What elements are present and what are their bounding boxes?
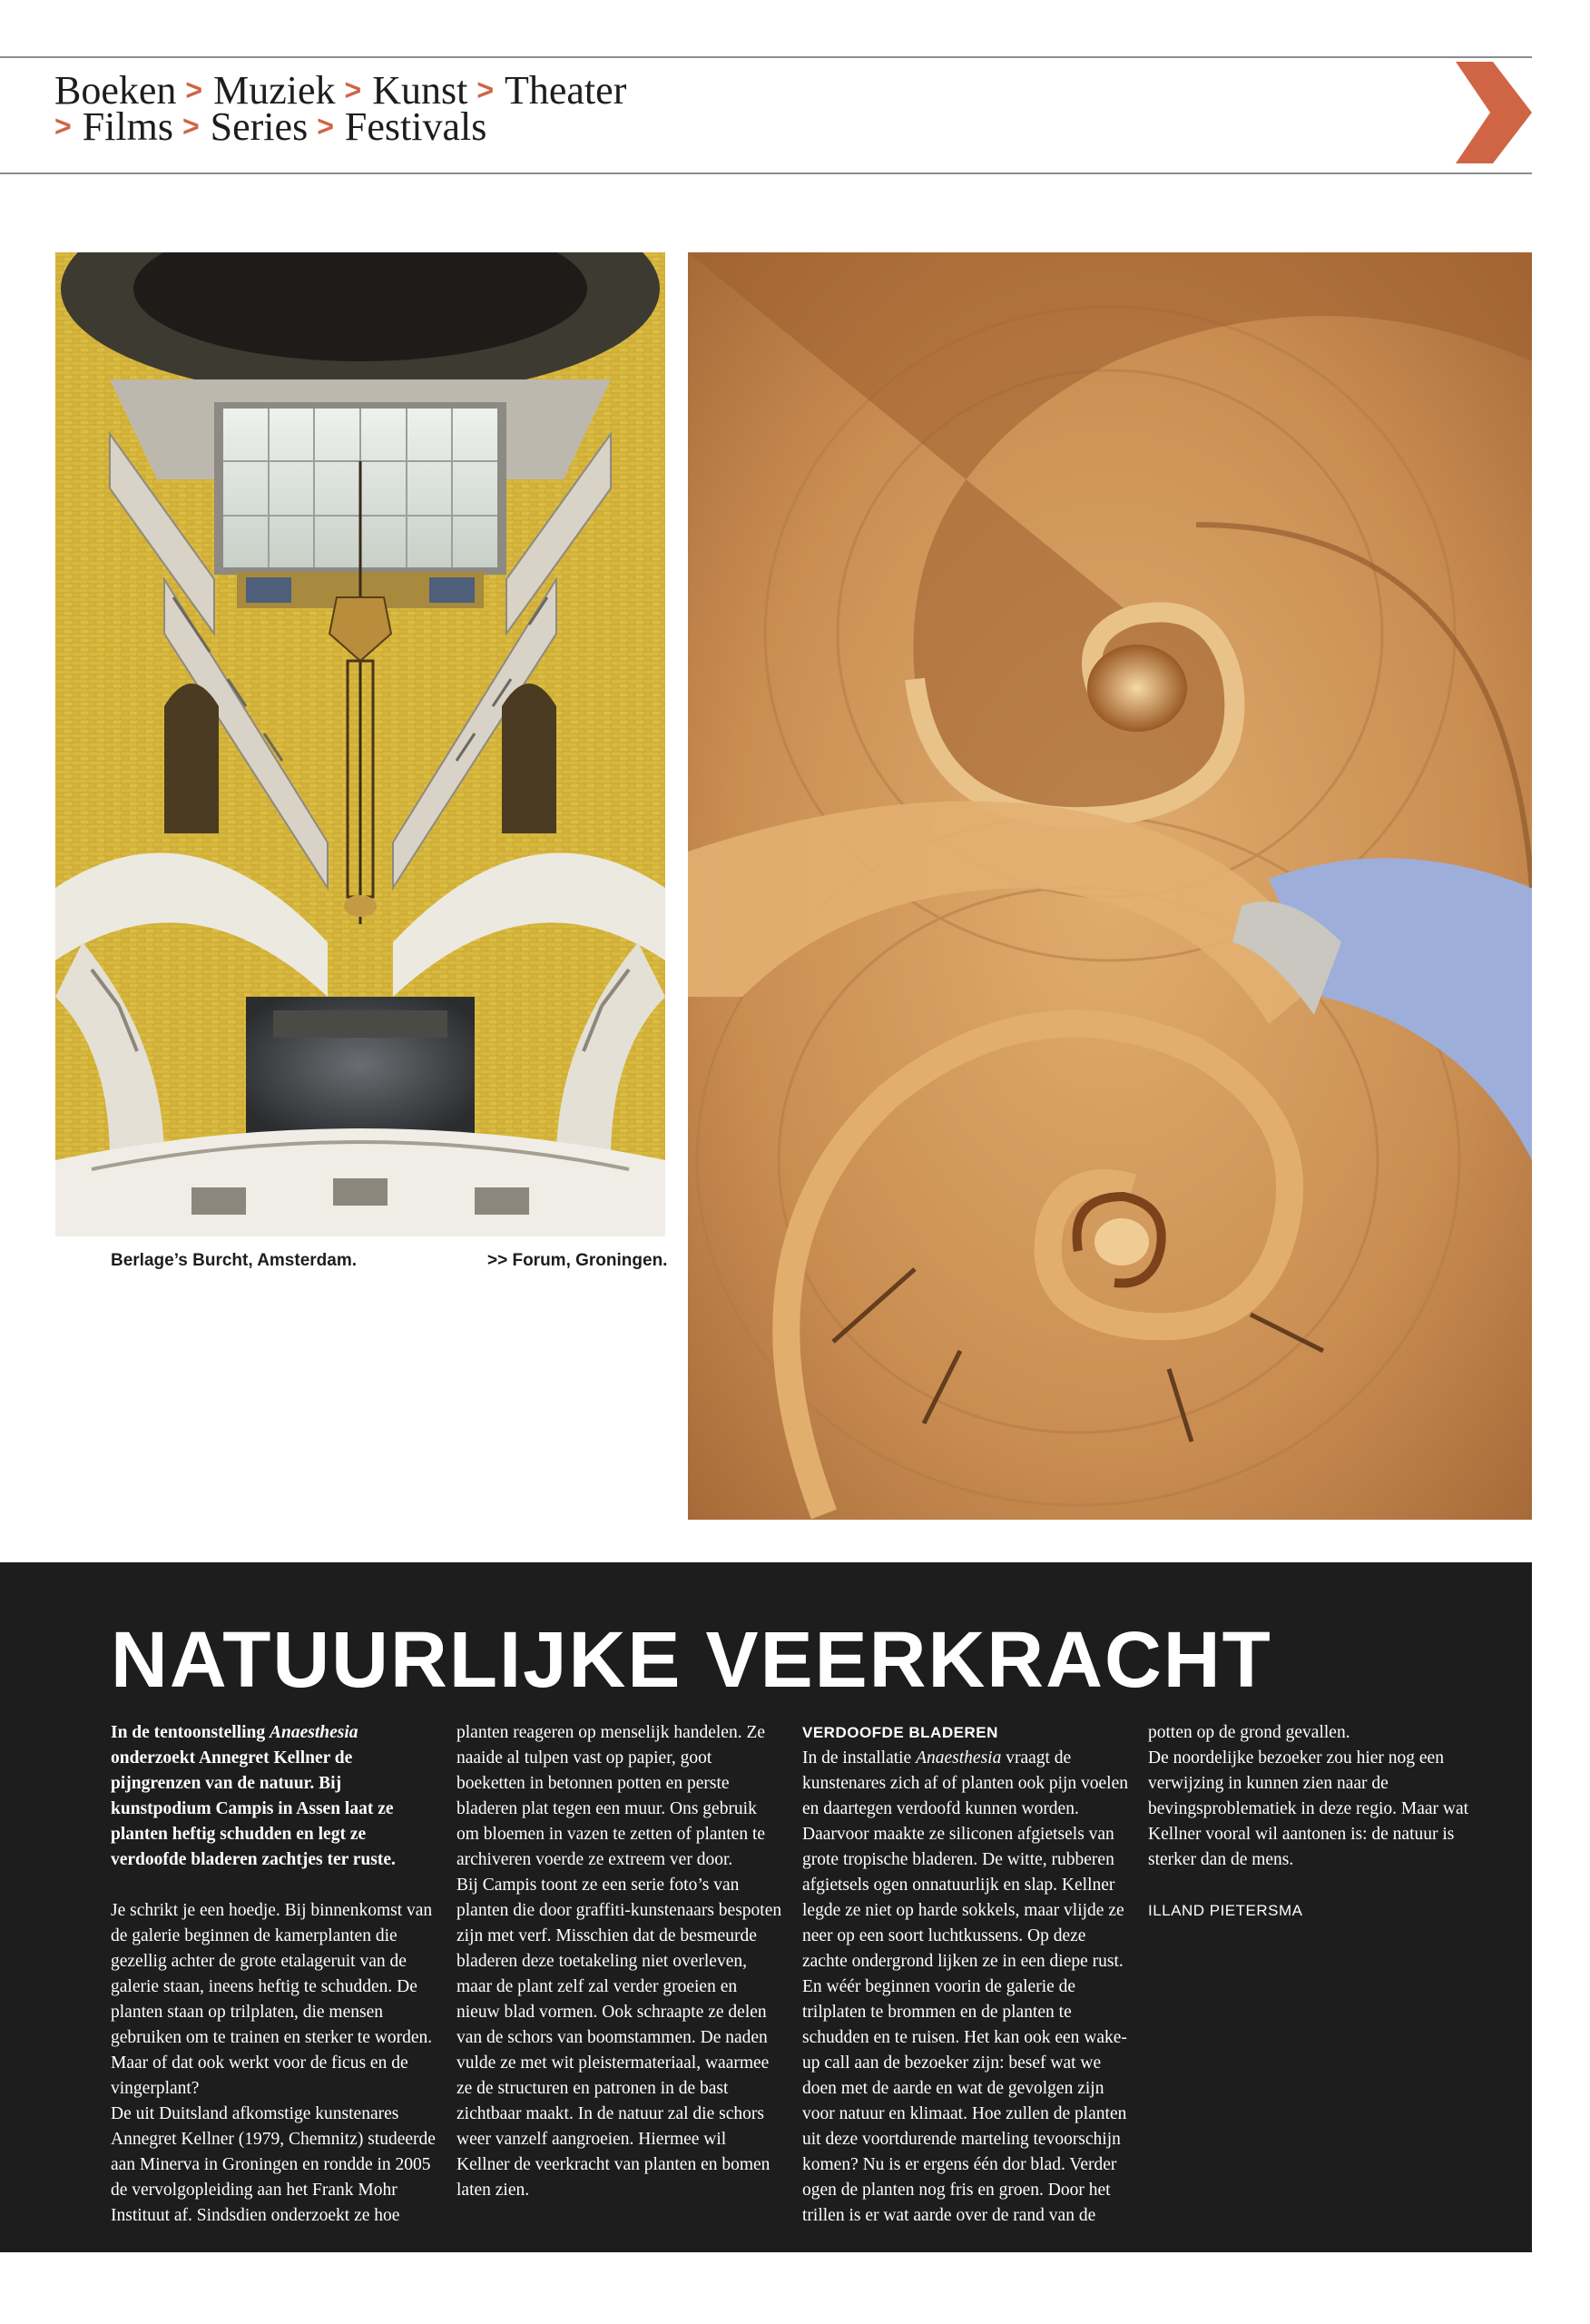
subhead: VERDOOFDE BLADEREN — [802, 1724, 998, 1741]
photo-forum-groningen — [688, 252, 1532, 1520]
nav-separator: > — [476, 74, 494, 106]
nav-separator: > — [185, 74, 203, 106]
p4-title: Anaesthesia — [916, 1748, 1002, 1768]
nav-item-boeken[interactable]: Boeken — [54, 68, 177, 113]
nav-separator: > — [182, 110, 200, 143]
lead-text-start: In de tentoonstelling — [111, 1723, 270, 1742]
byline: ILLAND PIETERSMA — [1148, 1902, 1303, 1919]
nav-item-series[interactable]: Series — [210, 104, 309, 149]
bottom-rule — [0, 172, 1532, 174]
nav-row-2 — [54, 104, 1416, 149]
section-nav — [54, 68, 1416, 149]
paragraph-6: De noordelijke bezoeker zou hier nog een verwijzing in kunnen zien naar de bevingsproblematiek in deze regio. Maar wat Kellner vooral wil aantonen is: de natuur is sterker dan de mens. — [1148, 1748, 1469, 1869]
article-column-2 — [456, 1720, 783, 2203]
paragraph-1: Je schrikt je een hoedje. Bij binnenkomst van de galerie beginnen de kamerplanten die gezellig achter de grote etalageruit van de galerie staan, ineens heftig te schudden. De planten staan op trilplaten, die mensen gebruiken om te trainen en sterker te worden. Maar of dat ook werkt voor de ficus en de vingerplant? — [111, 1901, 433, 2098]
caption-right: >> Forum, Groningen. — [487, 1251, 668, 1270]
nav-item-films[interactable]: Films — [82, 104, 173, 149]
chevron-right-icon[interactable] — [1454, 62, 1532, 163]
p4-text-end: vraagt de kunstenares zich af of planten ook pijn voelen en daartegen verdoofd kunnen worden. Daarvoor maakte ze siliconen afgietsels van grote tropische bladeren. De witte, rubberen afgietsels ogen onnatuurlijk en slap. Kellner legde ze niet op harde sokkels, maar vlijde ze neer op een soort luchtkussens. Op deze zachte ondergrond lijken ze in een diepe rust. — [802, 1748, 1129, 1971]
paragraph-2-continued: planten reageren op menselijk handelen. Ze naaide al tulpen vast op papier, goot boeketten in betonnen potten en perste bladeren plat tegen een muur. Ons gebruik om bloemen in vazen te zetten of planten te archiveren voerde ze extreem ver door. — [456, 1723, 766, 1869]
article-column-3 — [802, 1720, 1129, 2229]
caption-left: Berlage’s Burcht, Amsterdam. — [111, 1251, 358, 1270]
paragraph-3: Bij Campis toont ze een serie foto’s van planten die door graffiti-kunstenaars bespoten zijn met verf. Misschien dat de besmeurde bladeren deze toetakeling niet overleven, maar de plant zelf zal verder groeien en nieuw blad vormen. Ook schraapte ze delen van de schors van boomstammen. De naden vulde ze met wit pleistermateriaal, waarmee ze de structuren en patronen in de bast zichtbaar maakt. In de natuur zal die schors weer vanzelf aangroeien. Hiermee wil Kellner de veerkracht van planten en bomen laten zien. — [456, 1876, 782, 2200]
nav-item-muziek[interactable]: Muziek — [213, 68, 336, 113]
article-headline: NATUURLIJKE VEERKRACHT — [111, 1616, 1272, 1704]
article-column-1 — [111, 1720, 437, 2229]
top-rule — [0, 56, 1532, 58]
p4-text-start: In de installatie — [802, 1748, 917, 1768]
nav-separator: > — [344, 74, 362, 106]
paragraph-5: En wéér beginnen voorin de galerie de trilplaten te brommen en de planten te schudden en te ruisen. Het kan ook een wake-up call aan de bezoeker zijn: besef wat we doen met de aarde en wat de gevolgen zijn voor natuur en klimaat. Hoe zullen de planten uit deze voortdurende marteling tevoorschijn komen? Nu is er ergens één dor blad. Verder ogen de planten nog fris en groen. Door het trillen is er wat aarde over de rand van de — [802, 1977, 1127, 2225]
nav-item-festivals[interactable]: Festivals — [344, 104, 487, 149]
article-lead — [111, 1720, 437, 1873]
article-column-4 — [1148, 1720, 1475, 1924]
paragraph-2: De uit Duitsland afkomstige kunstenares Annegret Kellner (1979, Chemnitz) studeerde aan Minerva in Groningen en rondde in 2005 de vervolgopleiding aan het Frank Mohr Instituut af. Sindsdien onderzoekt ze hoe — [111, 2104, 436, 2225]
nav-separator: > — [54, 110, 72, 143]
photo-berlages-burcht — [55, 252, 665, 1236]
nav-item-theater[interactable]: Theater — [505, 68, 627, 113]
nav-row-1 — [54, 68, 1416, 113]
lead-text-end: onderzoekt Annegret Kellner de pijngrenzen van de natuur. Bij kunstpodium Campis in Assen laat ze planten heftig schudden en legt ze verdoofde bladeren zachtjes ter ruste. — [111, 1748, 396, 1869]
nav-separator: > — [317, 110, 334, 143]
lead-title: Anaesthesia — [269, 1723, 358, 1742]
paragraph-4 — [802, 1746, 1129, 1974]
nav-item-kunst[interactable]: Kunst — [372, 68, 468, 113]
paragraph-5-continued: potten op de grond gevallen. — [1148, 1723, 1350, 1742]
